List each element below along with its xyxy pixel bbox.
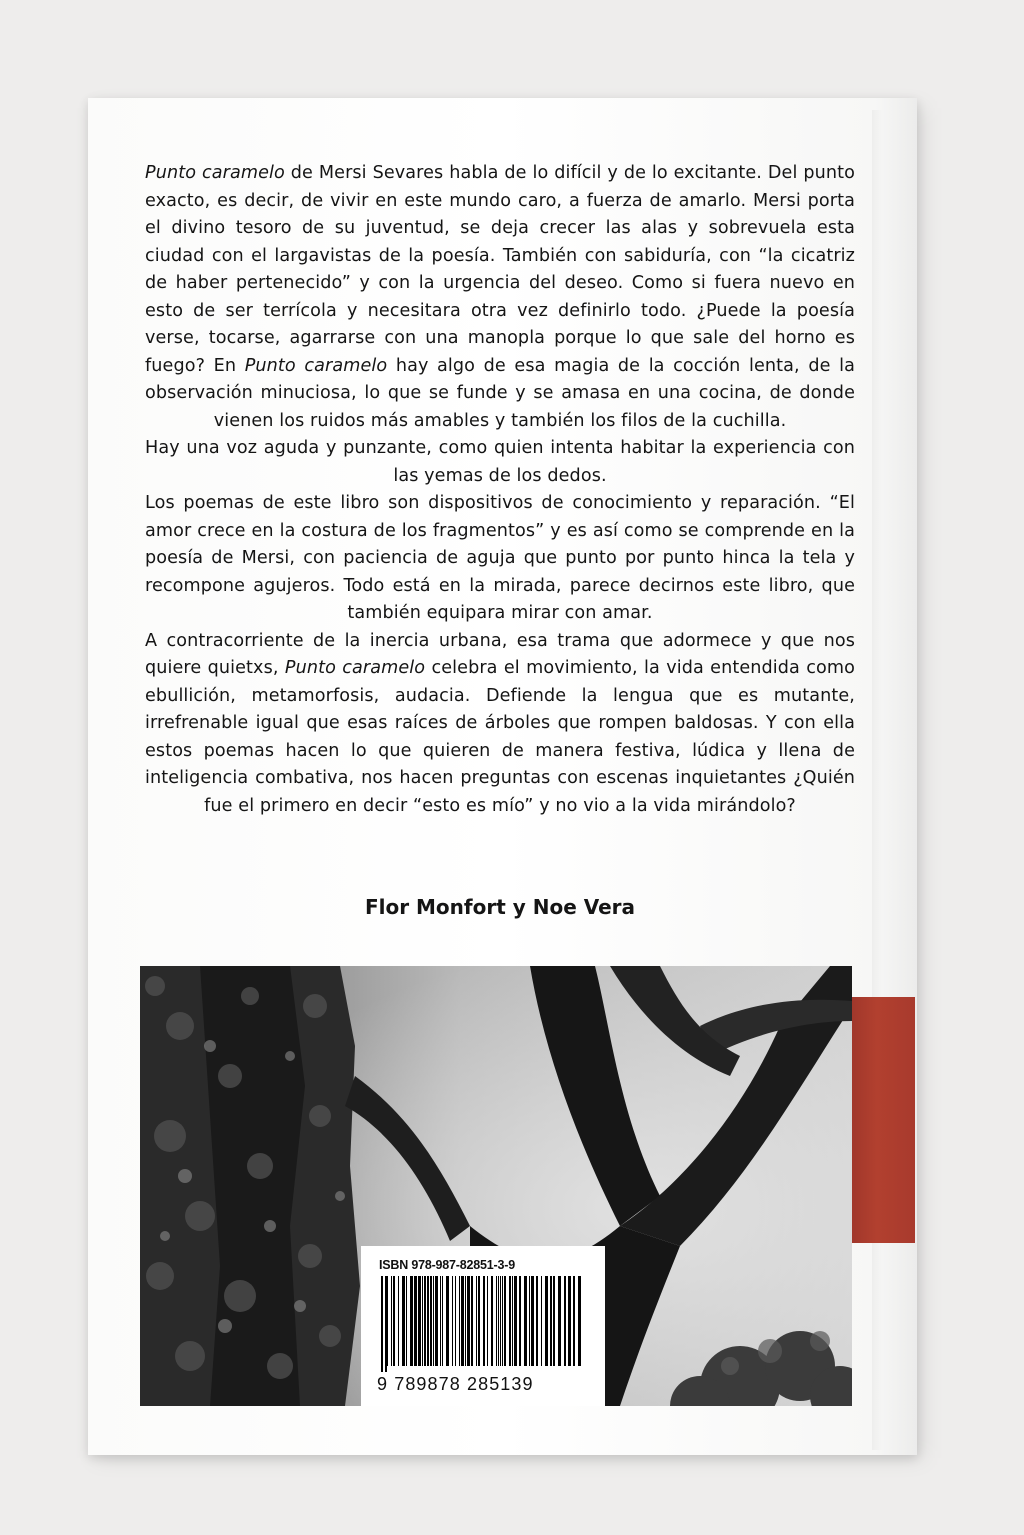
book-title-italic: Punto caramelo bbox=[284, 658, 426, 678]
spine-edge bbox=[872, 110, 882, 1450]
spine-red-band bbox=[851, 997, 915, 1243]
book-title-italic: Punto caramelo bbox=[244, 355, 388, 376]
blurb-paragraph-2: Hay una voz aguda y punzante, como quien intenta habitar la experiencia con las yemas de los dedos. bbox=[145, 438, 855, 486]
back-cover-blurb bbox=[145, 160, 855, 820]
ean-digits: 9 789878 285139 bbox=[377, 1374, 534, 1394]
blurb-paragraph-3: Los poemas de este libro son dispositivos de conocimiento y reparación. “El amor crece en la costura de los fragmentos” y es así como se comprende en la poesía de Mersi, con paciencia de aguja que punto por punto hinca la tela y recompone agujeros. Todo está en la mirada, parece decirnos este libro, que también equipara mirar con amar. bbox=[145, 493, 855, 623]
blurb-paragraph-4: A contracorriente de la inercia urbana, esa trama que adormece y que nos quiere quietxs, Punto caramelo celebra el movimiento, la vida entendida como ebullición, metamorfosis, audacia. Defiende la lengua que es mutante, irrefrenable igual que esas raíces de árboles que rompen baldosas. Y con ella estos poemas hacen lo que quieren de manera festiva, lúdica y llena de inteligencia combativa, nos hacen preguntas con escenas inquietantes ¿Quién fue el primero en decir “esto es mío” y no vio a la vida mirándolo? bbox=[145, 630, 855, 816]
isbn-label: ISBN 978-987-82851-3-9 bbox=[379, 1258, 515, 1272]
barcode-bars bbox=[379, 1276, 587, 1372]
book-title-italic: Punto caramelo bbox=[145, 163, 285, 183]
blurb-paragraph-1: Punto caramelo de Mersi Sevares habla de lo difícil y de lo excitante. Del punto exacto, es decir, de vivir en este mundo caro, a fuerza de amarlo. Mersi porta el divino tesoro de su juventud, se deja crecer las alas y sobrevuela esta ciudad con el largavistas de la poesía. También con sabiduría, con “la cicatriz de haber pertenecido” y con la urgencia del deseo. Como si fuera nuevo en esto de ser terrícola y necesitara otra vez definirlo todo. ¿Puede la poesía verse, tocarse, agarrarse con una manopla porque lo que sale del horno es fuego? En Punto caramelo hay algo de esa magia de la cocción lenta, de la observación minuciosa, lo que se funde y se amasa en una cocina, de donde vienen los ruidos más amables y también los filos de la cuchilla. bbox=[145, 163, 855, 431]
blurb-authors: Flor Monfort y Noe Vera bbox=[364, 895, 636, 919]
isbn-barcode-box bbox=[361, 1246, 605, 1406]
